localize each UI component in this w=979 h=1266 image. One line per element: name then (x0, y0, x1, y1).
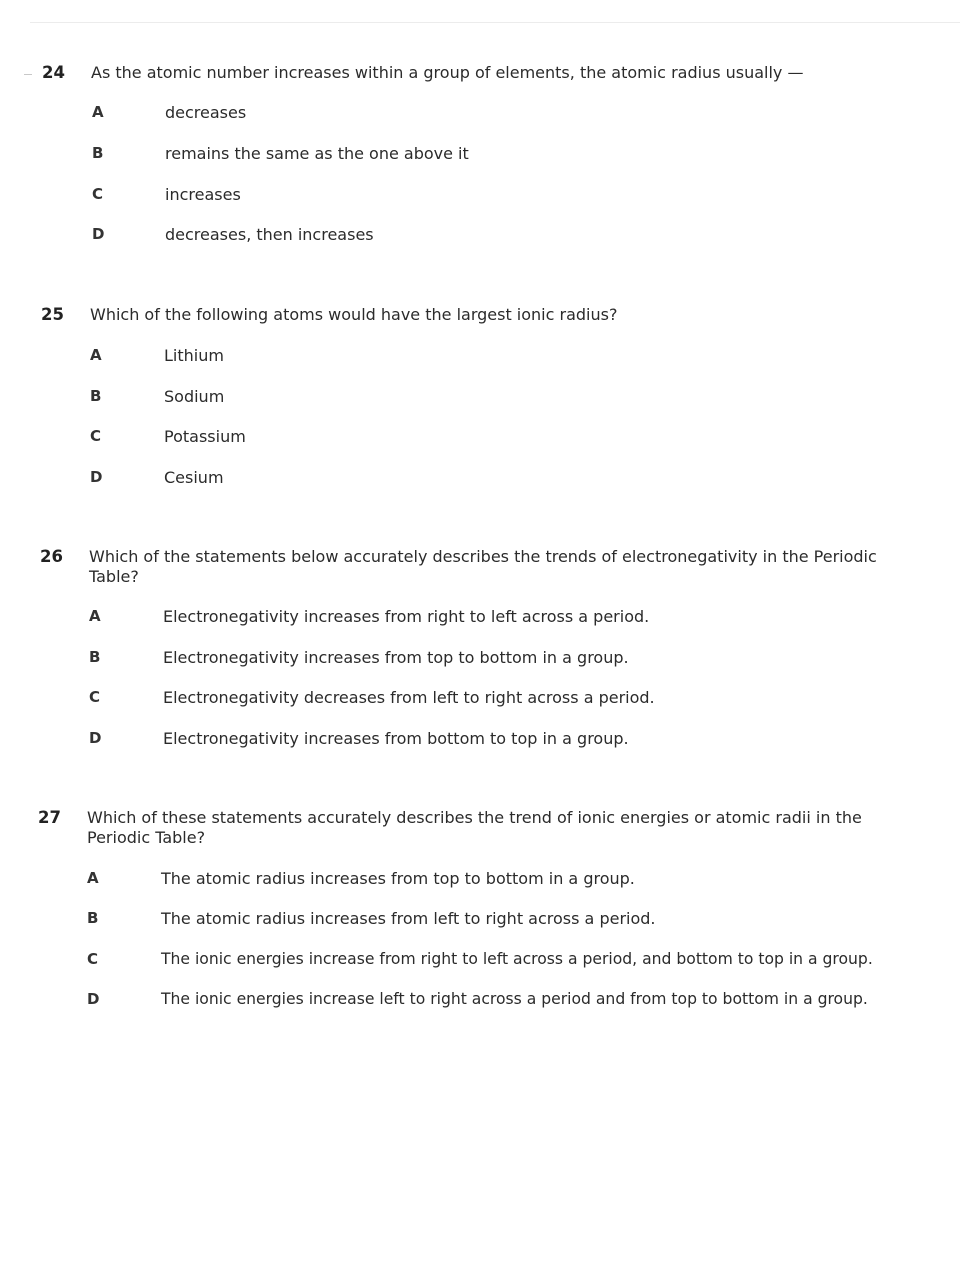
option-letter: C (90, 427, 102, 445)
option-text: The ionic energies increase from right to left across a period, and bottom to top in a group. (161, 950, 873, 968)
option-b[interactable] (87, 909, 907, 931)
option-c[interactable] (92, 185, 912, 207)
option-c[interactable] (90, 427, 910, 449)
option-b[interactable] (92, 144, 912, 166)
option-letter: A (92, 103, 104, 121)
question-stem: Which of the statements below accurately describes the trends of electronegativity in the Periodic Table? (89, 547, 877, 586)
margin-mark (24, 74, 32, 75)
option-letter: D (89, 729, 102, 747)
top-divider (30, 22, 960, 23)
option-letter: A (89, 607, 101, 625)
option-a[interactable] (92, 103, 912, 125)
option-text: decreases (165, 103, 247, 122)
question-stem: As the atomic number increases within a group of elements, the atomic radius usually — (91, 63, 804, 82)
option-text: increases (165, 185, 241, 204)
option-a[interactable] (89, 607, 909, 629)
option-text: Lithium (164, 346, 224, 365)
option-text: decreases, then increases (165, 225, 374, 244)
option-text: Electronegativity increases from right to left across a period. (163, 607, 650, 626)
option-text: Electronegativity increases from bottom to top in a group. (163, 729, 629, 748)
option-letter: D (87, 990, 100, 1008)
option-letter: A (90, 346, 102, 364)
question-stem: Which of the following atoms would have the largest ionic radius? (90, 305, 618, 324)
option-text: remains the same as the one above it (165, 144, 469, 163)
option-text: Cesium (164, 468, 224, 487)
option-a[interactable] (90, 346, 910, 368)
option-d[interactable] (89, 729, 909, 751)
option-text: Electronegativity increases from top to bottom in a group. (163, 648, 629, 667)
option-letter: D (92, 225, 105, 243)
option-text: The atomic radius increases from left to right across a period. (161, 909, 656, 928)
option-letter: C (89, 688, 101, 706)
option-letter: C (87, 950, 99, 968)
option-text: Potassium (164, 427, 246, 446)
question-number: 27 (38, 808, 61, 827)
question-number: 25 (41, 305, 64, 324)
option-letter: C (92, 185, 104, 203)
option-c[interactable] (89, 688, 909, 710)
option-letter: A (87, 869, 99, 887)
option-letter: B (90, 387, 102, 405)
option-d[interactable] (92, 225, 912, 247)
option-text: The atomic radius increases from top to bottom in a group. (161, 869, 635, 888)
option-d[interactable] (90, 468, 910, 490)
option-b[interactable] (89, 648, 909, 670)
question-27 (38, 808, 963, 1023)
option-d[interactable] (87, 990, 907, 1012)
question-number: 26 (40, 547, 63, 566)
option-letter: B (87, 909, 99, 927)
option-a[interactable] (87, 869, 907, 891)
option-text: Electronegativity decreases from left to right across a period. (163, 688, 655, 707)
question-26 (40, 547, 940, 757)
question-stem: Which of these statements accurately describes the trend of ionic energies or atomic radii in the Periodic Table? (87, 808, 862, 847)
option-text: The ionic energies increase left to right across a period and from top to bottom in a group. (161, 990, 868, 1008)
question-25 (41, 305, 941, 505)
option-letter: B (89, 648, 101, 666)
question-number: 24 (42, 63, 65, 82)
option-b[interactable] (90, 387, 910, 409)
option-c[interactable] (87, 950, 907, 972)
question-24 (42, 63, 942, 263)
option-text: Sodium (164, 387, 225, 406)
option-letter: D (90, 468, 103, 486)
option-letter: B (92, 144, 104, 162)
